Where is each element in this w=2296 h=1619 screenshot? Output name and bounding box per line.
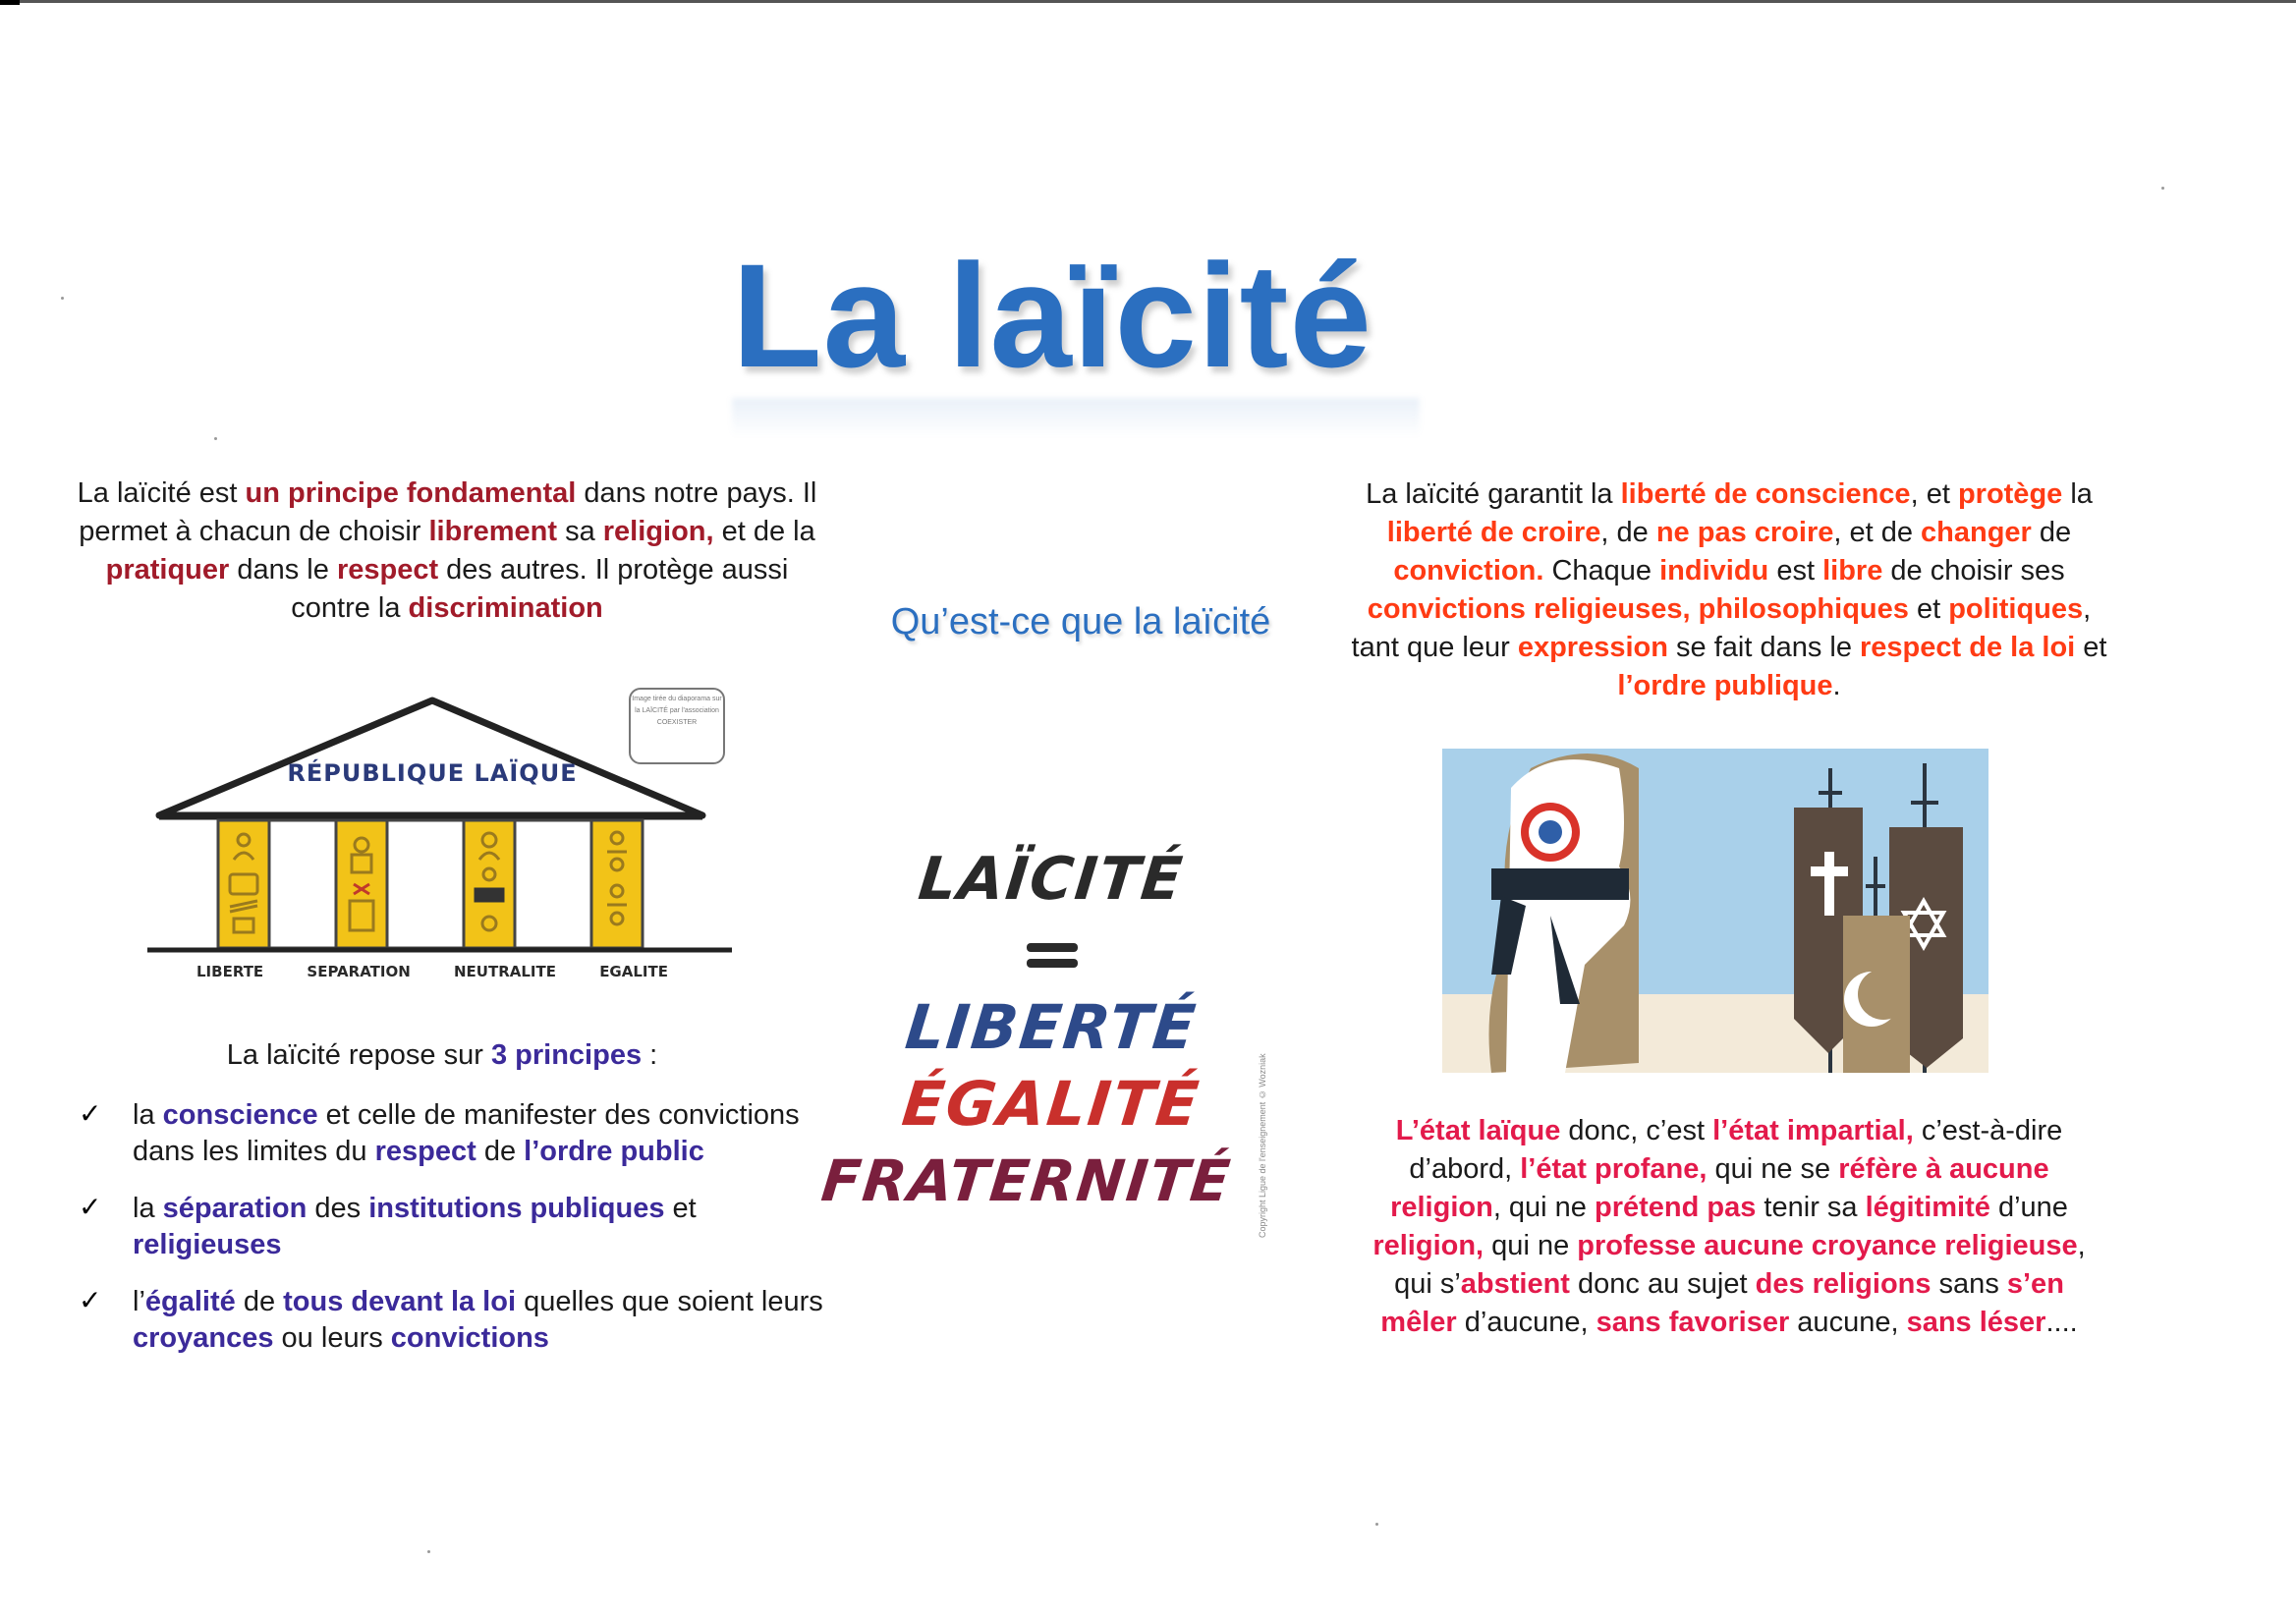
highlighted-text: prétend pas bbox=[1595, 1192, 1757, 1223]
highlighted-text: des religions bbox=[1755, 1268, 1932, 1300]
highlighted-text: expression bbox=[1517, 632, 1668, 663]
highlighted-text: 3 principes bbox=[490, 1039, 643, 1071]
highlighted-text: l’ordre public bbox=[524, 1136, 704, 1167]
highlighted-text: s’en mêler bbox=[1380, 1268, 2064, 1338]
highlighted-text: liberté de croire bbox=[1386, 517, 1601, 548]
highlighted-text: légitimité bbox=[1865, 1192, 1990, 1223]
text-segment: est bbox=[1768, 555, 1823, 586]
highlighted-text: convictions bbox=[390, 1322, 549, 1354]
highlighted-text: discrimination bbox=[408, 592, 603, 624]
title-reflection bbox=[732, 398, 1420, 437]
highlighted-text: sans favoriser bbox=[1596, 1307, 1790, 1338]
text-segment: et bbox=[1908, 593, 1949, 625]
temple-title: RÉPUBLIQUE LAÏQUE bbox=[287, 759, 578, 787]
slogan-liberte: LIBERTÉ bbox=[902, 991, 1201, 1063]
scan-top-edge bbox=[0, 0, 2296, 3]
highlighted-text: respect bbox=[374, 1136, 476, 1167]
highlighted-text: L’état laïque bbox=[1395, 1115, 1561, 1146]
highlighted-text: l’état impartial, bbox=[1712, 1115, 1914, 1146]
pillar-liberte bbox=[218, 820, 269, 948]
highlighted-text: respect bbox=[336, 554, 439, 586]
highlighted-text: l’état profane, bbox=[1520, 1153, 1708, 1185]
text-segment: sans bbox=[1931, 1268, 2007, 1300]
text-segment: qui ne se bbox=[1707, 1153, 1839, 1185]
text-segment: tenir sa bbox=[1756, 1192, 1866, 1223]
text-segment: dans le bbox=[229, 554, 337, 586]
slogan-egalite: ÉGALITÉ bbox=[898, 1068, 1204, 1140]
highlighted-text: liberté de conscience bbox=[1620, 478, 1911, 510]
text-segment: , qui ne bbox=[1492, 1192, 1595, 1223]
highlighted-text: professe aucune croyance religieuse bbox=[1577, 1230, 2078, 1261]
text-segment: ou leurs bbox=[273, 1322, 391, 1354]
credit-speech-bubble: Image tirée du diaporama sur la LAÏCITÉ par l'association COEXISTER bbox=[629, 688, 725, 764]
text-segment: aucune, bbox=[1789, 1307, 1907, 1338]
text-segment: de bbox=[476, 1136, 525, 1167]
highlighted-text: un principe fondamental bbox=[245, 477, 577, 509]
highlighted-text: croyances bbox=[133, 1322, 274, 1354]
principles-heading bbox=[69, 1039, 815, 1072]
highlighted-text: institutions publiques bbox=[368, 1193, 665, 1224]
highlighted-text: pratiquer bbox=[105, 554, 230, 586]
highlighted-text: égalité bbox=[144, 1286, 236, 1317]
highlighted-text: politiques bbox=[1948, 593, 2084, 625]
text-segment: , qui s’ bbox=[1394, 1230, 2086, 1300]
highlighted-text: l’ordre publique bbox=[1617, 670, 1833, 701]
intro-left-paragraph bbox=[69, 475, 825, 628]
scan-speck bbox=[1375, 1523, 1378, 1526]
highlighted-text: libre bbox=[1822, 555, 1883, 586]
intro-right-paragraph bbox=[1346, 475, 2112, 705]
slogan-copyright: Copyright Ligue de l'enseignement © Wozniak bbox=[1258, 1053, 1267, 1238]
text-segment: donc, c’est bbox=[1560, 1115, 1713, 1146]
pillars bbox=[218, 820, 643, 948]
text-segment: La laïcité est bbox=[77, 477, 246, 509]
text-segment: des autres. Il protège aussi contre la bbox=[291, 554, 789, 624]
checkmark-icon: ✓ bbox=[79, 1098, 102, 1129]
highlighted-text: respect de la loi bbox=[1860, 632, 2076, 663]
text-segment: d’aucune, bbox=[1456, 1307, 1596, 1338]
principle-text bbox=[133, 1097, 840, 1170]
text-segment: quelles que soient leurs bbox=[516, 1286, 823, 1317]
text-segment: la bbox=[2062, 478, 2093, 510]
text-segment: sa bbox=[557, 516, 603, 547]
text-segment: l’ bbox=[133, 1286, 145, 1317]
text-segment: se fait dans le bbox=[1667, 632, 1861, 663]
text-segment: de choisir ses bbox=[1882, 555, 2065, 586]
laicite-slogan-image bbox=[818, 835, 1272, 1248]
pillar-labels bbox=[196, 963, 668, 980]
highlighted-text: convictions religieuses, philosophiques bbox=[1367, 593, 1909, 625]
text-segment: la bbox=[133, 1099, 163, 1131]
scan-speck bbox=[427, 1550, 430, 1553]
text-segment: donc au sujet bbox=[1569, 1268, 1756, 1300]
text-segment: la bbox=[133, 1193, 163, 1224]
text-segment: Chaque bbox=[1543, 555, 1660, 586]
highlighted-text: abstient bbox=[1460, 1268, 1570, 1300]
highlighted-text: religion, bbox=[1372, 1230, 1484, 1261]
highlighted-text: ne pas croire bbox=[1655, 517, 1834, 548]
principle-text bbox=[133, 1191, 840, 1263]
scan-speck bbox=[2161, 187, 2164, 190]
principle-text bbox=[133, 1284, 840, 1357]
text-segment: La laïcité repose sur bbox=[226, 1039, 491, 1071]
text-segment: c’est-à-dire d’abord, bbox=[1409, 1115, 2063, 1185]
page-title: La laïcité bbox=[732, 233, 1372, 398]
highlighted-text: tous devant la loi bbox=[283, 1286, 517, 1317]
text-segment: : bbox=[642, 1039, 658, 1071]
highlighted-text: sans léser bbox=[1906, 1307, 2046, 1338]
text-segment: et de la bbox=[713, 516, 815, 547]
etat-laique-paragraph bbox=[1356, 1112, 2102, 1342]
text-segment: et bbox=[664, 1193, 697, 1224]
text-segment: , tant que leur bbox=[1351, 593, 2092, 663]
highlighted-text: conscience bbox=[162, 1099, 318, 1131]
highlighted-text: individu bbox=[1659, 555, 1769, 586]
text-segment: de bbox=[235, 1286, 284, 1317]
text-segment: , de bbox=[1600, 517, 1656, 548]
highlighted-text: protège bbox=[1957, 478, 2063, 510]
text-segment: , et de bbox=[1833, 517, 1922, 548]
highlighted-text: changer bbox=[1921, 517, 2032, 548]
pillar-label: LIBERTE bbox=[196, 963, 264, 980]
highlighted-text: conviction. bbox=[1393, 555, 1544, 586]
text-segment: .... bbox=[2045, 1307, 2078, 1338]
center-question: Qu’est-ce que la laïcité bbox=[890, 601, 1271, 642]
slogan-fraternite: FRATERNITÉ bbox=[818, 1147, 1235, 1214]
slogan-laicite: LAÏCITÉ bbox=[915, 845, 1188, 914]
cross-icon bbox=[1824, 852, 1834, 916]
text-segment: La laïcité garantit la bbox=[1366, 478, 1621, 510]
text-segment: et bbox=[2075, 632, 2107, 663]
text-segment: dans notre pays. Il permet à chacun de choisir bbox=[79, 477, 817, 547]
text-segment: et celle de manifester des convictions dans les limites du bbox=[133, 1099, 800, 1167]
pillar-label: NEUTRALITE bbox=[453, 963, 556, 980]
text-segment: de bbox=[2031, 517, 2072, 548]
equals-sign bbox=[1027, 943, 1078, 975]
highlighted-text: librement bbox=[428, 516, 558, 547]
text-segment: , et bbox=[1910, 478, 1958, 510]
checkmark-icon: ✓ bbox=[79, 1285, 102, 1315]
highlighted-text: religion, bbox=[602, 516, 714, 547]
text-segment: des bbox=[307, 1193, 369, 1224]
highlighted-text: séparation bbox=[162, 1193, 308, 1224]
highlighted-text: religieuses bbox=[133, 1229, 282, 1260]
republique-laique-temple-image bbox=[147, 683, 786, 997]
text-segment: . bbox=[1832, 670, 1841, 701]
text-segment: d’une bbox=[1989, 1192, 2068, 1223]
text-segment: qui ne bbox=[1484, 1230, 1578, 1261]
highlighted-text: réfère à aucune religion bbox=[1390, 1153, 2049, 1223]
checkmark-icon: ✓ bbox=[79, 1192, 102, 1222]
pillar-label: SEPARATION bbox=[307, 963, 411, 980]
scan-speck bbox=[61, 297, 64, 300]
marianne-religions-image bbox=[1442, 749, 1988, 1073]
scan-speck bbox=[214, 437, 217, 440]
pillar-label: EGALITE bbox=[599, 963, 668, 980]
